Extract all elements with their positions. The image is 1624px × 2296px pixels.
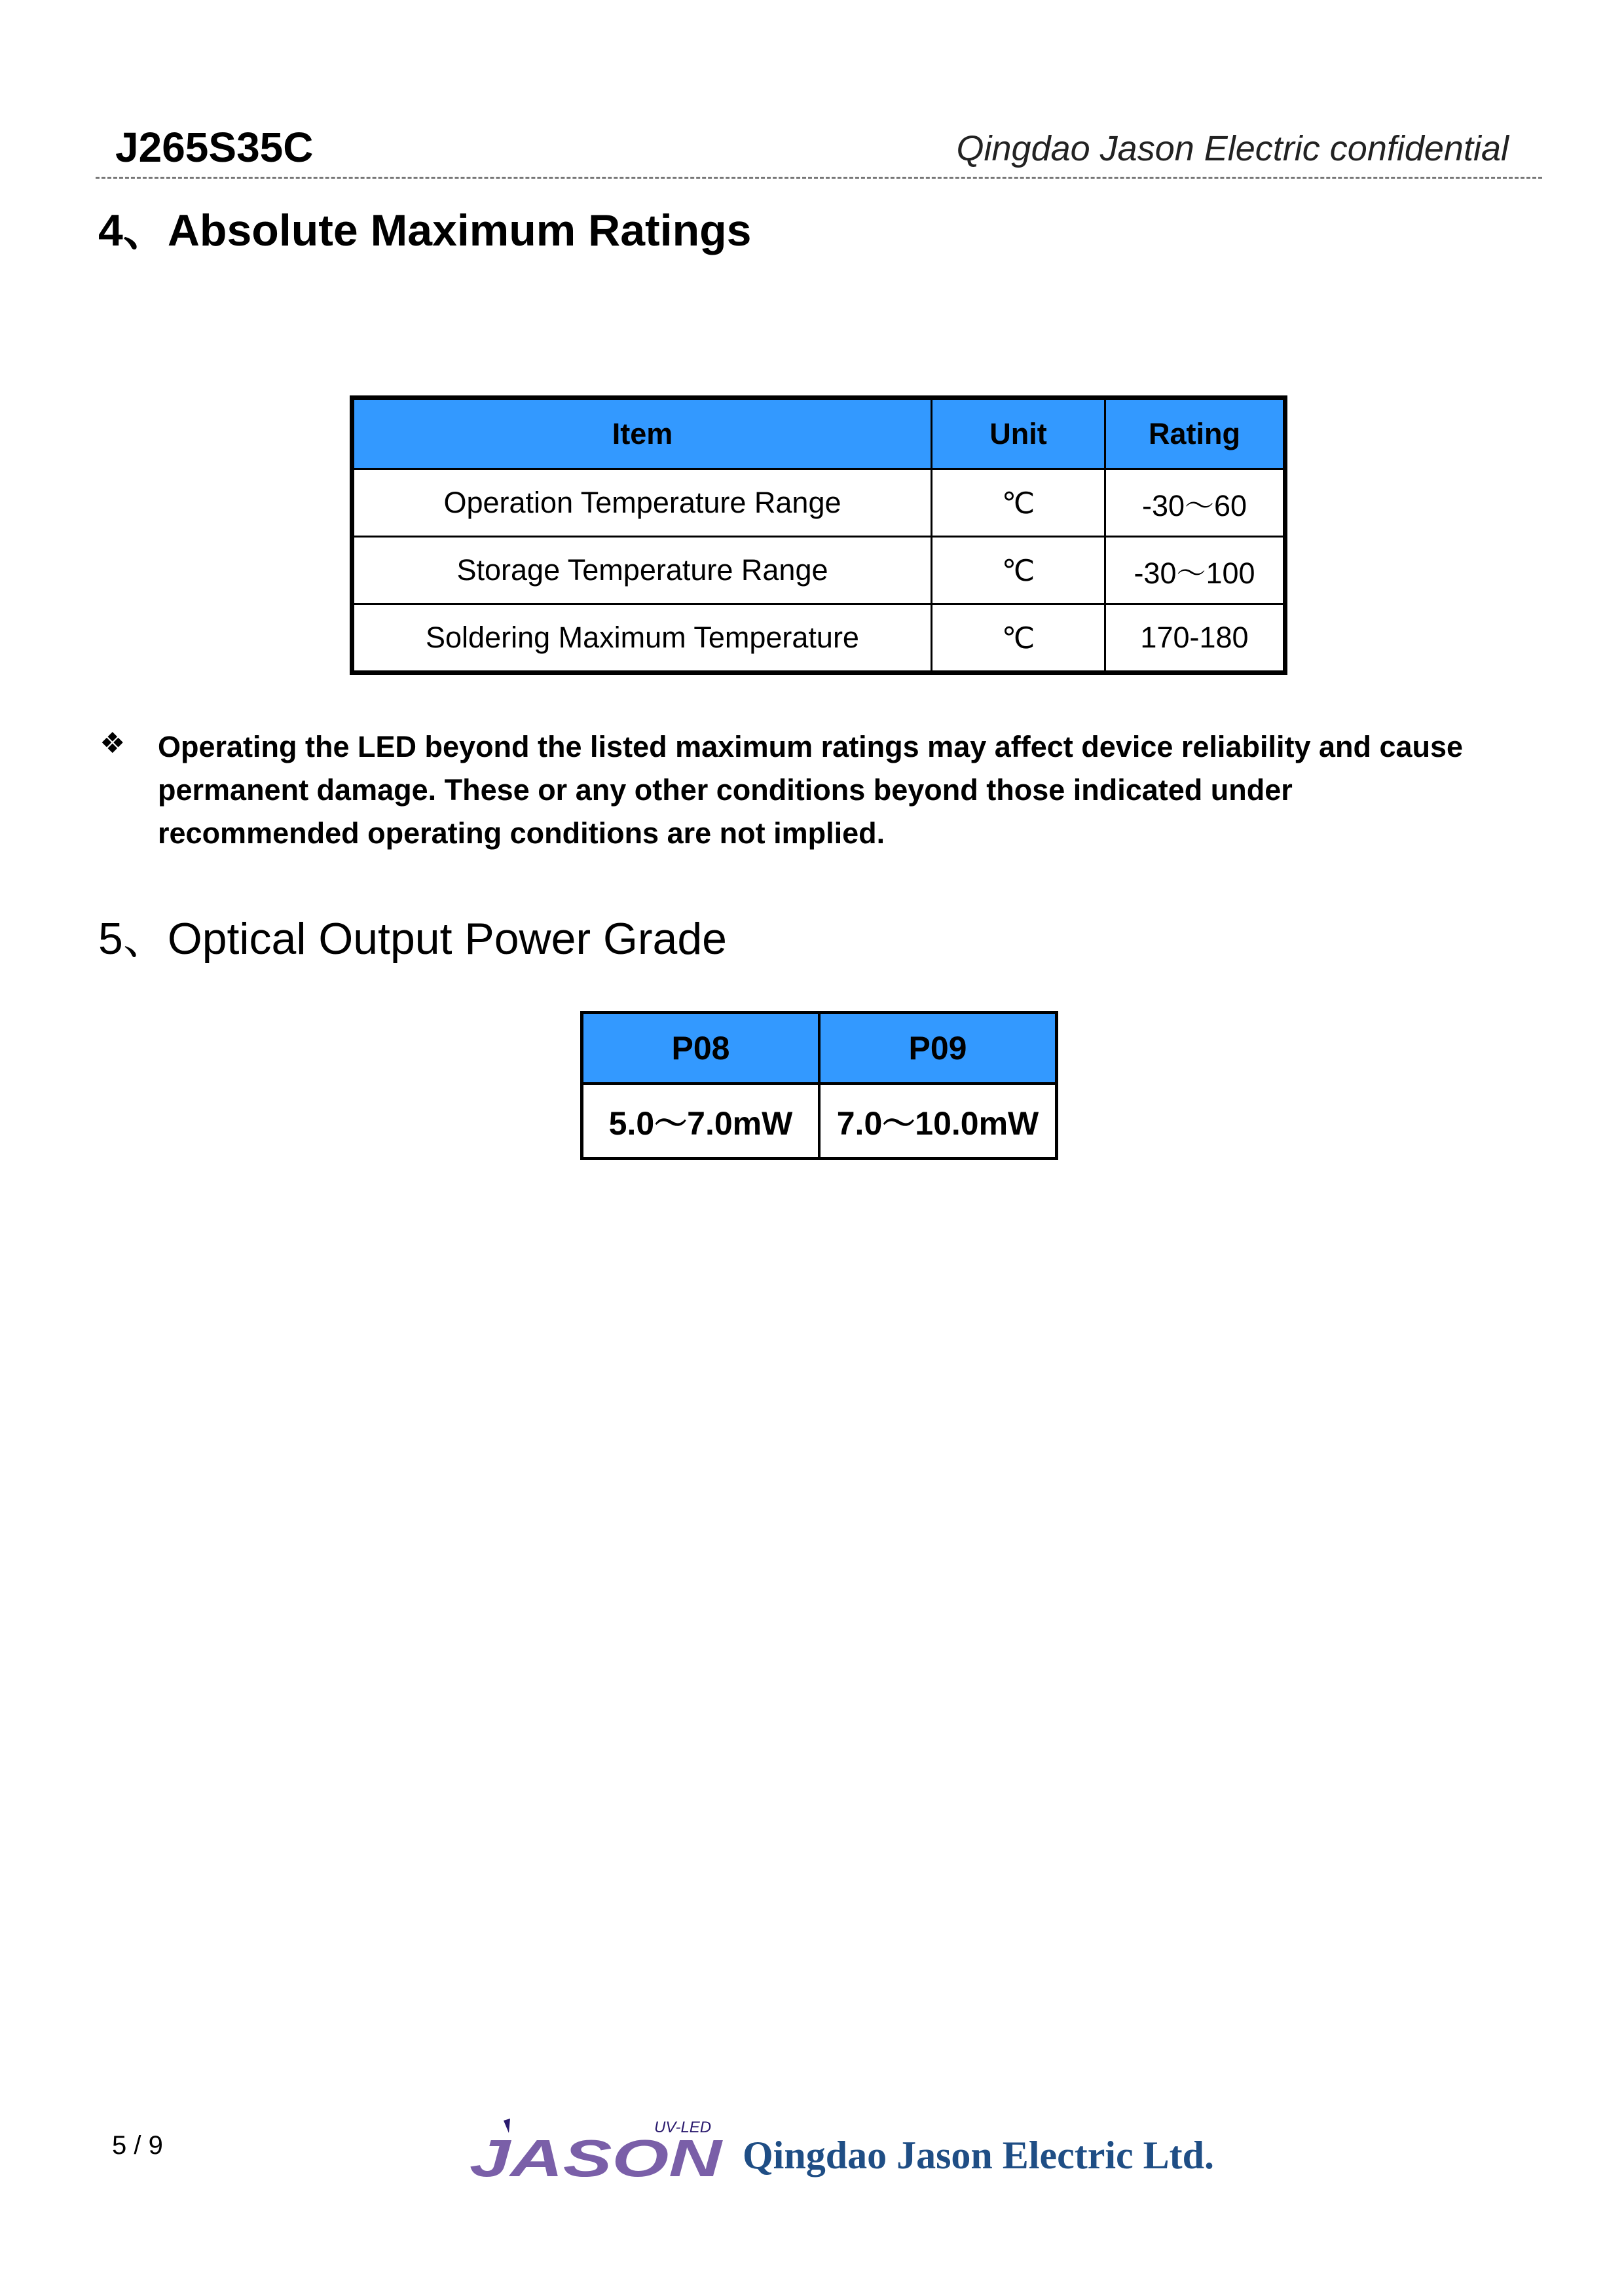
- cell-rating: -30～60: [1105, 469, 1285, 537]
- ratings-note: Operating the LED beyond the listed maximum ratings may affect device reliability and cause permanent damage. These or any other conditions beyond those indicated under recommended operating conditions are not implied.: [158, 730, 1464, 850]
- cell-unit: ℃: [932, 469, 1105, 537]
- section-title-optical-output: 5、Optical Output Power Grade: [98, 914, 728, 964]
- optical-power-grade-table: [580, 1011, 1058, 1160]
- table-header-row: [582, 1013, 1057, 1084]
- cell-item: Operation Temperature Range: [352, 469, 932, 537]
- cell-item: Storage Temperature Range: [352, 537, 932, 604]
- column-header-p09: P09: [819, 1013, 1057, 1084]
- table-header-row: [352, 398, 1285, 469]
- column-header-unit: Unit: [932, 398, 1105, 469]
- column-header-rating: Rating: [1105, 398, 1285, 469]
- logo-jason: JASON: [470, 2129, 724, 2181]
- company-name: Qingdao Jason Electric Ltd.: [743, 2134, 1215, 2177]
- table-row: [352, 604, 1285, 673]
- page-number: 5 / 9: [112, 2131, 163, 2160]
- header-divider: [96, 177, 1542, 179]
- table-row: [352, 537, 1285, 604]
- cell-rating: -30～100: [1105, 537, 1285, 604]
- document-id: J265S35C: [115, 124, 314, 171]
- cell-p09-value: 7.0～10.0mW: [819, 1084, 1057, 1159]
- column-header-p08: P08: [582, 1013, 820, 1084]
- section-title-absolute-max-ratings: 4、Absolute Maximum Ratings: [98, 206, 752, 255]
- confidential-label: Qingdao Jason Electric confidential: [956, 129, 1509, 168]
- logo-uv-led: UV-LED: [654, 2119, 712, 2136]
- column-header-item: Item: [352, 398, 932, 469]
- jason-logo: [470, 2119, 725, 2181]
- table-row: [352, 469, 1285, 537]
- diamond-bullet-icon: ❖: [100, 727, 126, 759]
- cell-item: Soldering Maximum Temperature: [352, 604, 932, 673]
- absolute-max-ratings-table: [350, 395, 1287, 675]
- cell-unit: ℃: [932, 604, 1105, 673]
- cell-p08-value: 5.0～7.0mW: [582, 1084, 820, 1159]
- table-row: [582, 1084, 1057, 1159]
- cell-rating: 170-180: [1105, 604, 1285, 673]
- cell-unit: ℃: [932, 537, 1105, 604]
